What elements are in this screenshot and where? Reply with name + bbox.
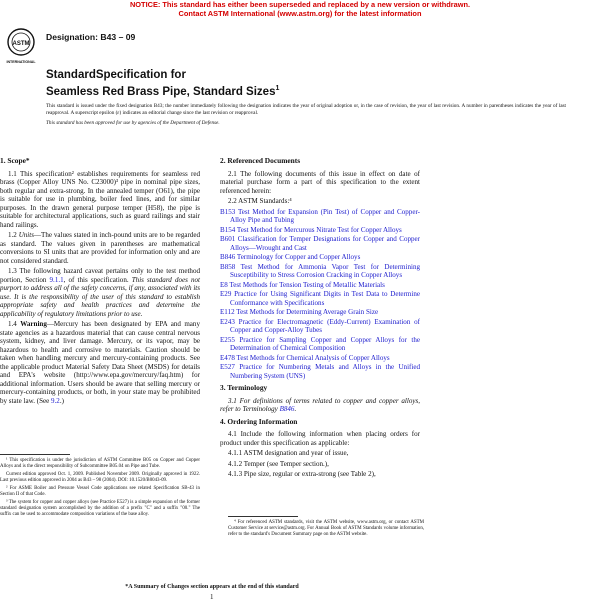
astm-standards-list [220, 208, 420, 381]
footnote-4: ⁴ For referenced ASTM standards, visit the ASTM website, www.astm.org, or contact ASTM Customer Service at service@astm.org. For Annual Book of ASTM Standards volume information, refer to the standard's Document Summary page on the ASTM website. [228, 520, 424, 537]
standard-item: E112 Test Methods for Determining Average Grain Size [220, 308, 379, 316]
standard-link[interactable]: B154 [220, 225, 236, 234]
section-ref-9-1-1[interactable]: 9.1.1 [49, 275, 64, 284]
standard-link[interactable]: E112 [220, 308, 235, 316]
standard-link[interactable]: E255 [220, 335, 235, 344]
referenced-documents-heading: 2. Referenced Documents [220, 156, 301, 165]
standard-item: E8 Test Methods for Tension Testing of Metallic Materials [220, 280, 385, 289]
scope-1-3: 1.3 The following hazard caveat pertains only to the test method portion, Section 9.1.1, of this specification. This standard does not purport to address all of the safety concerns, if any, associated with its use. It is the responsibility of the user of this standard to establish appropriate safety and health practices and determine the applicability of regulatory limitations prior to use. [0, 267, 201, 318]
svg-text:INTERNATIONAL: INTERNATIONAL [6, 60, 36, 64]
standard-link[interactable]: E527 [220, 363, 235, 371]
standard-item: E527 Practice for Numbering Metals and Alloys in the Unified Numbering System (UNS) [220, 363, 420, 380]
scope-1-1: 1.1 This specification² establishes requirements for seamless red brass (Copper Alloy UNS No. C23000)³ pipe in nominal pipe sizes, both regular and extra-strong. In the annealed temper (O61), the pipe is suitable for use in plumbing, boiler feed lines, and for similar purposes. In the drawn general purpose temper (H58), the pipe is suitable for architectural applications, such as guard railings and stair hand railings. [0, 169, 200, 229]
footnotes-left [0, 458, 200, 520]
ordering-4-1: 4.1 Include the following information when placing orders for product under this specification as applicable: [220, 430, 420, 447]
footnotes-right [228, 520, 424, 540]
title-line-2: Seamless Red Brass Pipe, Standard Sizes$^1$ [46, 85, 280, 98]
terminology-3-1: 3.1 For definitions of terms related to copper and copper alloys, refer to Terminology B846. [220, 396, 420, 413]
designation: Designation: B43 – 09 [46, 32, 136, 42]
title-footnote-mark[interactable]: 1 [275, 85, 280, 92]
right-column [220, 153, 420, 481]
document-title [46, 69, 566, 99]
footnote-rule-left [0, 454, 70, 455]
footnote-2: ² For ASME Boiler and Pressure Vessel Code applications see related Specification SB-43 in Section II of that Code. [0, 486, 200, 497]
left-column [0, 153, 200, 407]
svg-text:ASTM: ASTM [12, 41, 30, 47]
standard-link[interactable]: B153 [220, 207, 236, 216]
footnote-1b: Current edition approved Oct. 1, 2009. Published November 2009. Originally approved in 1922. Last previous edition approved in 2004 as B43 – 98 (2004). DOI: 10.1520/B0043-09. [0, 472, 200, 483]
standard-item: B154 Test Method for Mercurous Nitrate Test for Copper Alloys [220, 225, 402, 234]
standard-link[interactable]: B601 [220, 235, 236, 243]
terminology-ref-b846[interactable]: B846 [279, 405, 295, 413]
standard-item: B858 Test Method for Ammonia Vapor Test for Determining Susceptibility to Stress Corrosion Cracking in Copper Alloys [220, 262, 420, 279]
standard-item: E29 Practice for Using Significant Digits in Test Data to Determine Conformance with Specifications [220, 290, 420, 307]
referenced-2-1: 2.1 The following documents of this issue in effect on date of material purchase form a part of this specification to the extent referenced herein: [220, 169, 420, 195]
issuance-text: This standard is issued under the fixed designation B43; the number immediately following the designation indicates the year of original adoption or, in the case of revision, the year of last revision. A number in parentheses indicates the year of last reapproval. A superscript epsilon (ε) indicates an editorial change since the last revision or reapproval. [46, 103, 566, 116]
standard-link[interactable]: B846 [220, 253, 236, 261]
footnote-3: ³ The system for copper and copper alloys (see Practice E527) is a simple expansion of the former standard designation system accomplished by the addition of a prefix "C" and a suffix "00." The suffix can be used to accommodate composition variations of the base alloy. [0, 500, 200, 517]
standard-link[interactable]: E29 [220, 290, 232, 298]
referenced-2-2: 2.2 ASTM Standards:⁴ [228, 197, 292, 205]
scope-1-2: 1.2 Units—The values stated in inch-pound units are to be regarded as standard. The values given in parentheses are mathematical conversions to SI units that are provided for information only and are not considered standard. [0, 231, 200, 265]
dod-approval-text: This standard has been approved for use by agencies of the Department of Defense. [46, 120, 220, 127]
standard-item: B601 Classification for Temper Designations for Copper and Copper Alloys—Wrought and Cast [220, 235, 420, 252]
standard-link[interactable]: E8 [220, 280, 228, 289]
ordering-4-1-3: 4.1.3 Pipe size, regular or extra-strong (see Table 2), [228, 470, 376, 478]
issuance-note [46, 103, 566, 131]
notice-line-1: NOTICE: This standard has either been superseded and replaced by a new version or withdrawn. [129, 0, 471, 9]
ordering-4-1-1: 4.1.1 ASTM designation and year of issue, [228, 449, 349, 457]
astm-logo [3, 26, 39, 66]
withdrawal-notice [0, 0, 600, 18]
standard-item: E478 Test Methods for Chemical Analysis of Copper Alloys [220, 353, 390, 362]
footnote-1: ¹ This specification is under the jurisdiction of ASTM Committee B05 on Copper and Copper Alloys and is the direct responsibility of Subcommittee B05.04 on Pipe and Tube. [0, 458, 200, 469]
standard-item: E255 Practice for Sampling Copper and Copper Alloys for the Determination of Chemical Composition [220, 335, 420, 352]
summary-of-changes-note: *A Summary of Changes section appears at the end of this standard [125, 584, 299, 590]
scope-1-4: 1.4 Warning—Mercury has been designated by EPA and many state agencies as a hazardous material that can cause central nervous system, kidney, and liver damage. Mercury, or its vapor, may be hazardous to health and corrosive to materials. Caution should be taken when handling mercury and mercury-containing products. See the applicable product Material Safety Data Sheet (MSDS) for details and EPA's website (http://www.epa.gov/mercury/faq.htm) for additional information. Users should be aware that selling mercury or mercury-containing products, or both, in your state may be prohibited by state law. (See 9.2.) [0, 320, 200, 405]
standard-link[interactable]: E243 [220, 317, 235, 326]
title-line-1: StandardSpecification for [46, 69, 186, 81]
scope-heading: 1. Scope* [0, 156, 30, 165]
notice-line-2: Contact ASTM International (www.astm.org) for the latest information [178, 9, 422, 18]
terminology-heading: 3. Terminology [220, 383, 268, 392]
standard-item: E243 Practice for Electromagnetic (Eddy-Current) Examination of Copper and Copper-Alloy Tubes [220, 317, 420, 334]
section-ref-9-2[interactable]: 9.2 [51, 396, 60, 405]
footnote-rule-right [228, 516, 298, 517]
ordering-heading: 4. Ordering Information [220, 416, 298, 426]
standard-item: B846 Terminology for Copper and Copper Alloys [220, 253, 361, 261]
page-number: 1 [210, 593, 214, 601]
ordering-4-1-2: 4.1.2 Temper (see Temper section.), [228, 459, 329, 468]
standard-link[interactable]: B858 [220, 262, 236, 271]
standard-item: B153 Test Method for Expansion (Pin Test) of Copper and Copper-Alloy Pipe and Tubing [220, 207, 420, 224]
standard-link[interactable]: E478 [220, 353, 235, 362]
